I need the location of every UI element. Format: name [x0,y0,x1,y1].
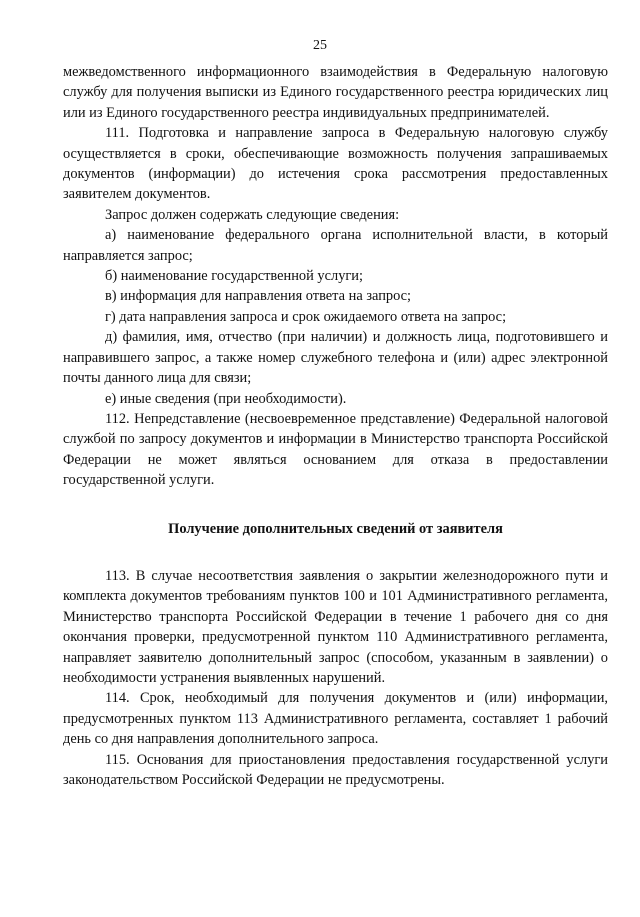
document-body [63,62,608,790]
list-item-v: в) информация для направления ответа на запрос; [105,288,412,305]
paragraph-continuation: межведомственного информационного взаимодействия в Федеральную налоговую службу для получения выписки из Единого государственного реестра юридических лиц или из Единого государственного реестра индивидуальных предпринимателей. [63,64,608,121]
list-item-b: б) наименование государственной услуги; [105,268,363,285]
list-item-e: е) иные сведения (при необходимости). [105,390,347,407]
paragraph-115: 115. Основания для приостановления предоставления государственной услуги законодательством Российской Федерации не предусмотрены. [63,751,608,788]
page-number: 25 [313,38,327,53]
section-title: Получение дополнительных сведений от заявителя [168,520,503,537]
paragraph-113: 113. В случае несоответствия заявления о закрытии железнодорожного пути и комплекта документов требованиям пунктов 100 и 101 Административного регламента, Министерство транспорта Российской Федерации в течение 1 рабочего дня со дня окончания проверки, предусмотренной пунктом 110 Административного регламента, направляет заявителю дополнительный запрос (способом, указанным в заявлении) о необходимости устранения выявленных нарушений. [63,567,608,686]
list-item-d: д) фамилия, имя, отчество (при наличии) и должность лица, подготовившего и направившего запрос, а также номер служебного телефона и (или) адрес электронной почты данного лица для связи; [63,329,608,387]
list-item-a: а) наименование федерального органа исполнительной власти, в который направляется запрос; [63,227,608,264]
paragraph-request-contents: Запрос должен содержать следующие сведения: [105,206,400,223]
paragraph-112: 112. Непредставление (несвоевременное представление) Федеральной налоговой службой по запросу документов и информации в Министерство транспорта Российской Федерации не может являться основанием для отказа в предоставлении государственной услуги. [63,410,608,489]
paragraph-114: 114. Срок, необходимый для получения документов и (или) информации, предусмотренных пунктом 113 Административного регламента, составляет 1 рабочий день со дня направления дополнительного запроса. [63,690,608,748]
list-item-g: г) дата направления запроса и срок ожидаемого ответа на запрос; [105,308,507,325]
paragraph-111: 111. Подготовка и направление запроса в Федеральную налоговую службу осуществляется в сроки, обеспечивающие возможность получения запрашиваемых документов (информации) до истечения срока рассмотрения предоставленных заявителем документов. [63,125,608,203]
